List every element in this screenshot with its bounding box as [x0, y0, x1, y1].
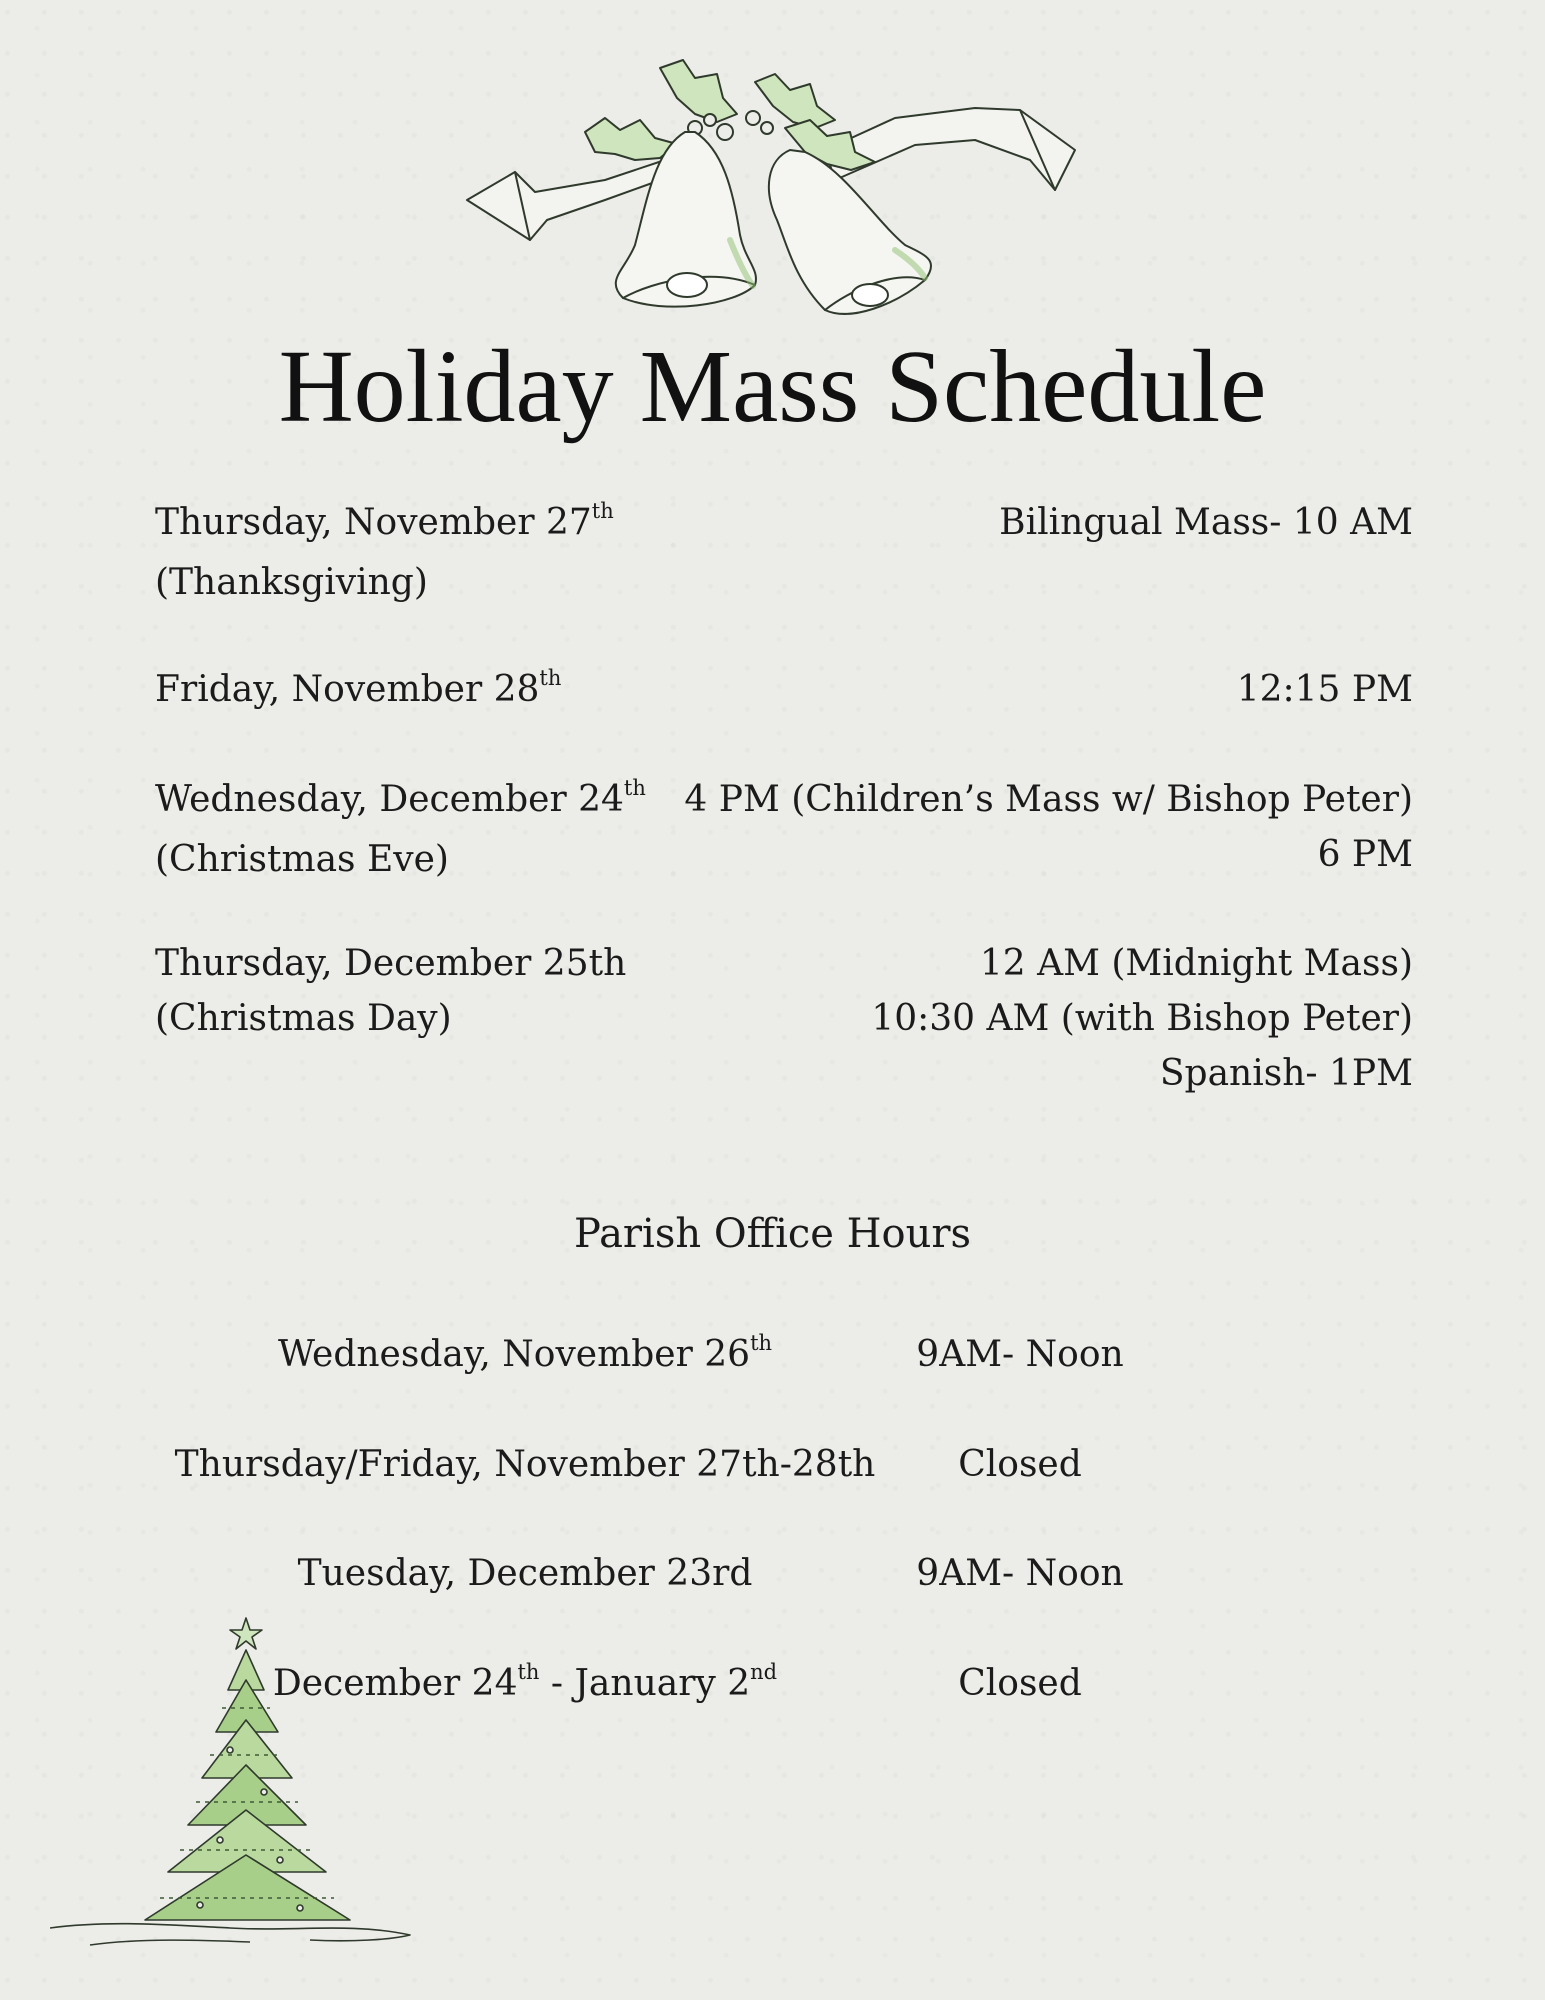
- mass-time: Spanish- 1PM: [1159, 1053, 1413, 1094]
- office-day: December 24th - January 2nd: [272, 1660, 778, 1704]
- christmas-bells-icon: [455, 40, 1085, 330]
- office-hours: 9AM- Noon: [916, 1553, 1124, 1594]
- office-hours-heading: Parish Office Hours: [573, 1211, 972, 1257]
- office-hours: Closed: [958, 1663, 1082, 1704]
- office-day: Wednesday, November 26th: [277, 1331, 773, 1375]
- office-hours: 9AM- Noon: [916, 1334, 1124, 1375]
- mass-time: 6 PM: [1317, 834, 1413, 875]
- mass-day-note: (Christmas Day): [155, 998, 452, 1039]
- mass-time: 4 PM (Children’s Mass w/ Bishop Peter): [684, 779, 1413, 820]
- mass-time: 12 AM (Midnight Mass): [979, 943, 1413, 984]
- page-title: Holiday Mass Schedule: [278, 329, 1267, 444]
- mass-time: Bilingual Mass- 10 AM: [999, 502, 1413, 543]
- mass-day-note: (Thanksgiving): [155, 562, 428, 603]
- mass-day: Thursday, November 27th: [155, 499, 614, 543]
- office-hours: Closed: [958, 1444, 1082, 1485]
- mass-time: 10:30 AM (with Bishop Peter): [871, 998, 1413, 1039]
- mass-day-note: (Christmas Eve): [155, 839, 449, 880]
- christmas-tree-icon: [50, 1610, 450, 1950]
- mass-day: Thursday, December 25th: [155, 943, 627, 984]
- mass-day: Wednesday, December 24th: [155, 776, 646, 820]
- mass-day: Friday, November 28th: [155, 666, 562, 710]
- mass-time: 12:15 PM: [1236, 669, 1413, 710]
- office-day: Thursday/Friday, November 27th-28th: [174, 1444, 876, 1485]
- office-day: Tuesday, December 23rd: [297, 1553, 753, 1594]
